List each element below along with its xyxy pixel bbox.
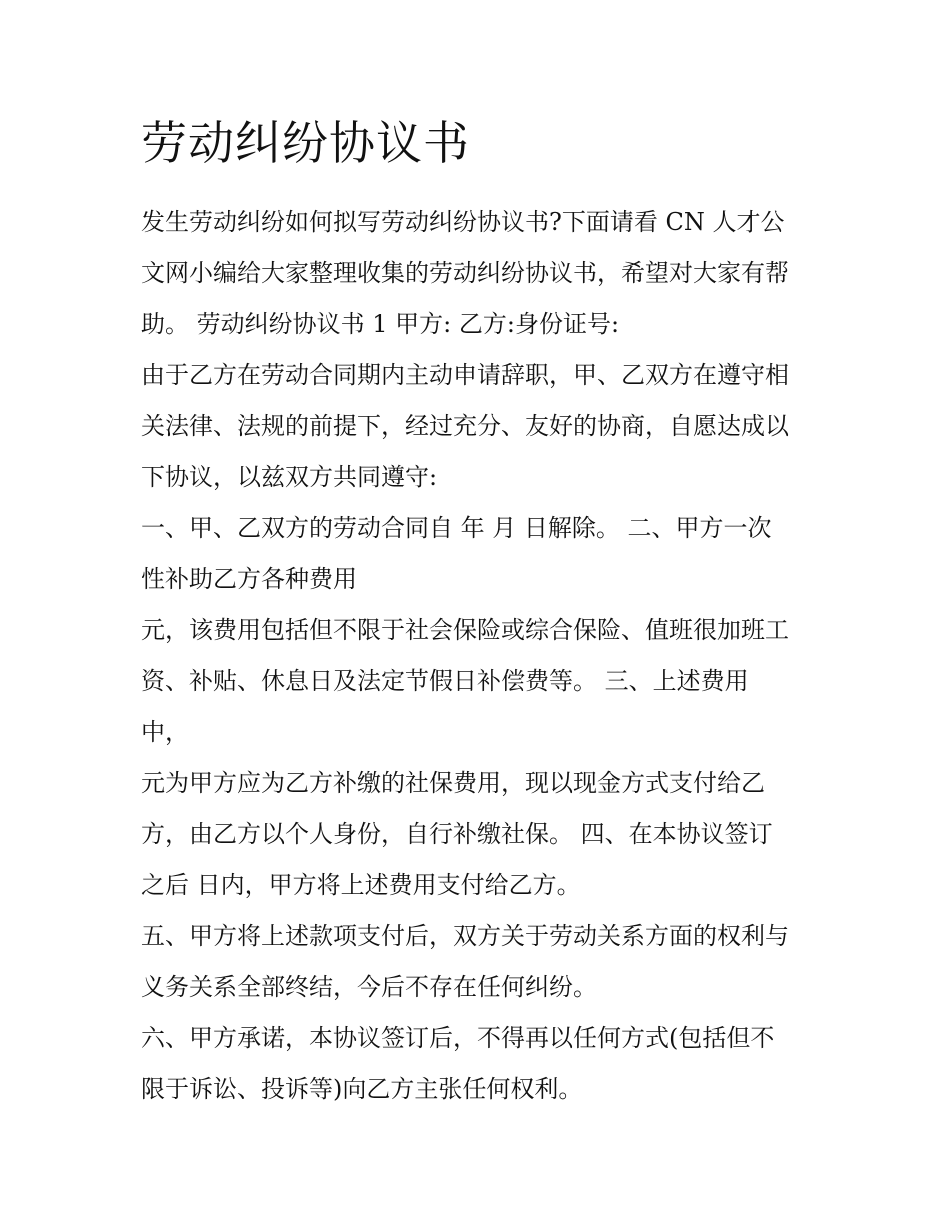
body-line: 限于诉讼、投诉等)向乙方主张任何权利。 — [141, 1075, 583, 1103]
body-line: 方，由乙方以个人身份，自行补缴社保。 四、在本协议签订 — [141, 820, 773, 848]
body-line: 发生劳动纠纷如何拟写劳动纠纷协议书?下面请看 CN 人才公 — [141, 208, 785, 236]
body-line: 之后 日内，甲方将上述费用支付给乙方。 — [141, 871, 581, 899]
body-line: 助。 劳动纠纷协议书 1 甲方: 乙方:身份证号: — [141, 310, 620, 338]
body-line: 性补助乙方各种费用 — [141, 565, 357, 593]
body-line: 由于乙方在劳动合同期内主动申请辞职，甲、乙双方在遵守相 — [141, 361, 789, 389]
body-line: 五、甲方将上述款项支付后，双方关于劳动关系方面的权利与 — [141, 922, 789, 950]
body-line: 下协议，以兹双方共同遵守: — [141, 463, 438, 491]
body-line: 六、甲方承诺，本协议签订后，不得再以任何方式(包括但不 — [141, 1024, 775, 1052]
body-line: 文网小编给大家整理收集的劳动纠纷协议书，希望对大家有帮 — [141, 259, 789, 287]
body-line: 关法律、法规的前提下，经过充分、友好的协商，自愿达成以 — [141, 412, 789, 440]
document-title: 劳动纠纷协议书 — [141, 116, 470, 170]
body-line: 元，该费用包括但不限于社会保险或综合保险、值班很加班工 — [141, 616, 789, 644]
body-line: 中， — [141, 718, 189, 746]
body-line: 资、补贴、休息日及法定节假日补偿费等。 三、上述费用 — [141, 667, 749, 695]
body-line: 元为甲方应为乙方补缴的社保费用，现以现金方式支付给乙 — [141, 769, 765, 797]
body-line: 一、甲、乙双方的劳动合同自 年 月 日解除。 二、甲方一次 — [141, 514, 772, 542]
body-line: 义务关系全部终结，今后不存在任何纠纷。 — [141, 973, 597, 1001]
